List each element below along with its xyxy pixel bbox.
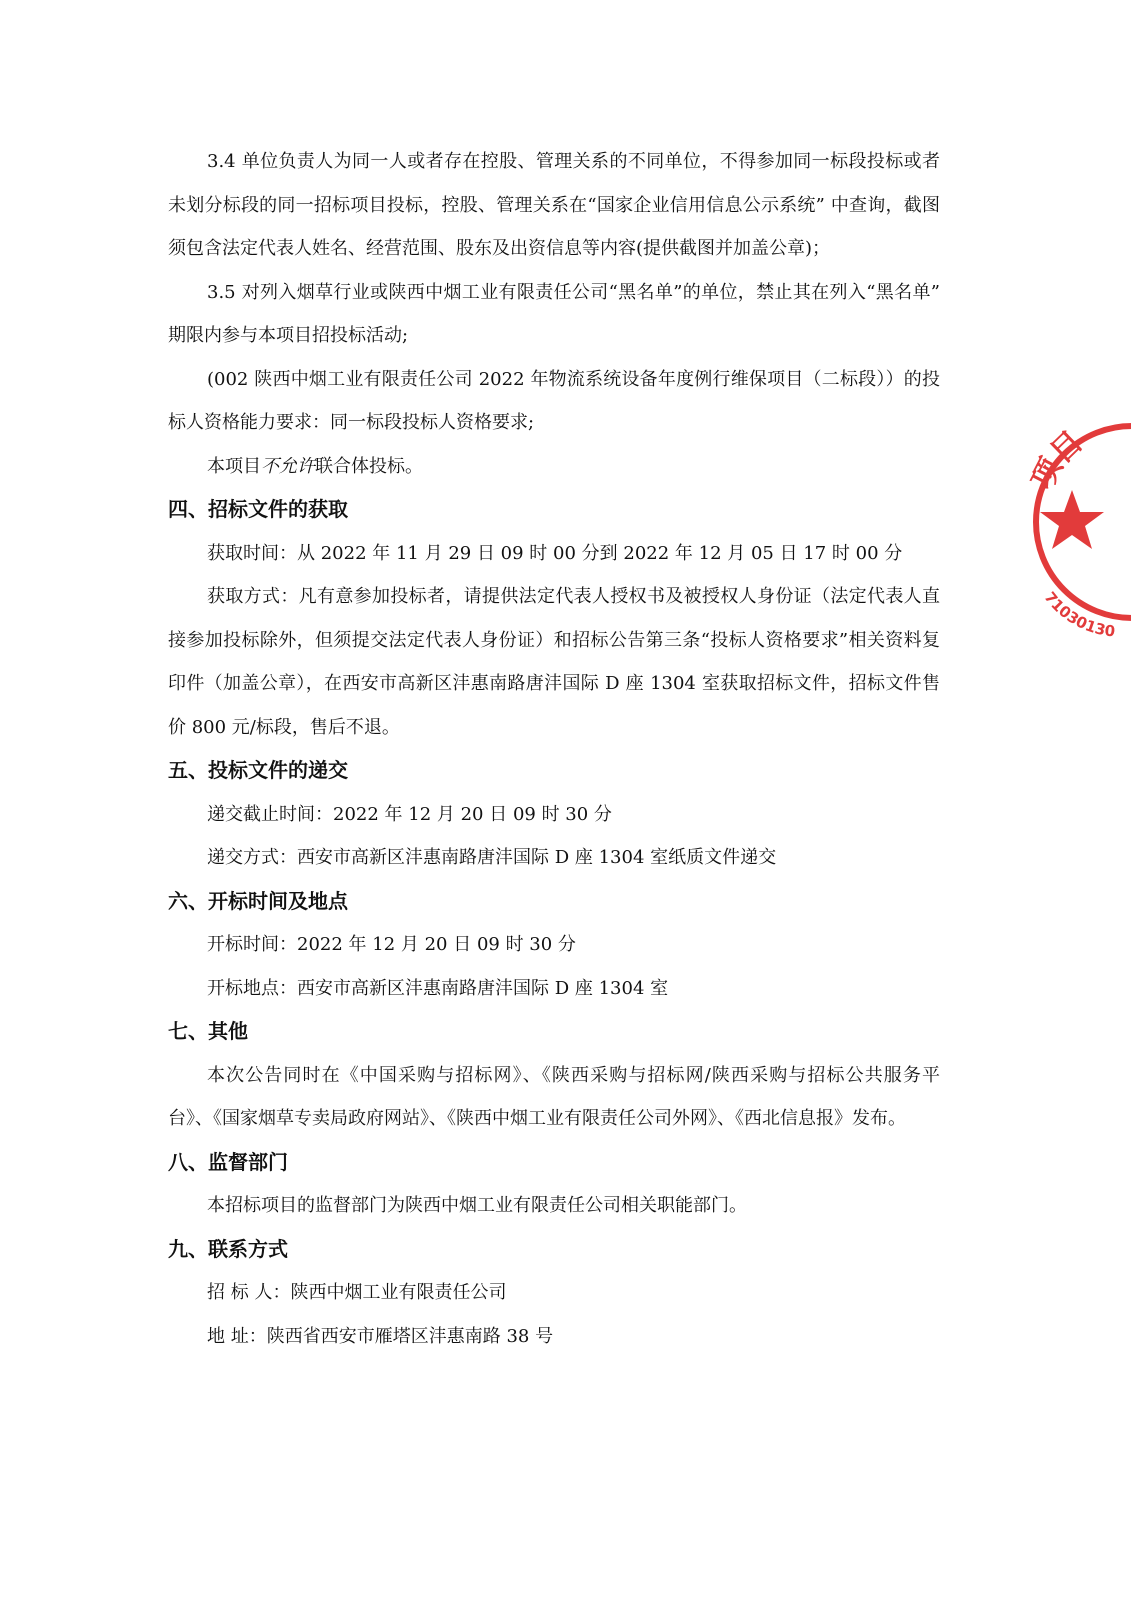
acquisition-method: 获取方式：凡有意参加投标者，请提供法定代表人授权书及被授权人身份证（法定代表人直接参加投标除外，但须提交法定代表人身份证）和招标公告第三条“投标人资格要求”相关资料复印件（加盖公章），在西安市高新区沣惠南路唐沣国际 D 座 1304 室获取招标文件，招标文件售价 800 元/标段，售后不退。: [168, 586, 940, 738]
section-4-title: 四、招标文件的获取: [168, 497, 348, 521]
seal-star-icon: [1040, 490, 1104, 549]
submission-deadline: 递交截止时间：2022 年 12 月 20 日 09 时 30 分: [207, 803, 612, 825]
seal-text-top: 项目: [1024, 424, 1090, 496]
seal-text-bottom: 71030130: [1040, 588, 1117, 641]
consortium-suffix: 联合体投标。: [315, 455, 423, 477]
publication-note: 本次公告同时在《中国采购与招标网》、《陕西采购与招标网/陕西采购与招标公共服务平台》、《国家烟草专卖局政府网站》、《陕西中烟工业有限责任公司外网》、《西北信息报》发布。: [168, 1064, 940, 1129]
consortium-emphasis: 不允许: [261, 455, 315, 477]
document-body: [168, 140, 940, 1358]
tenderer-line: 招 标 人：陕西中烟工业有限责任公司: [207, 1282, 507, 1303]
consortium-note: [168, 445, 940, 489]
section-8-title: 八、监督部门: [168, 1149, 288, 1174]
opening-time: 开标时间：2022 年 12 月 20 日 09 时 30 分: [207, 934, 576, 955]
opening-place: 开标地点：西安市高新区沣惠南路唐沣国际 D 座 1304 室: [207, 977, 669, 999]
submission-method: 递交方式：西安市高新区沣惠南路唐沣国际 D 座 1304 室纸质文件递交: [207, 847, 777, 868]
section-6-title: 六、开标时间及地点: [168, 888, 348, 913]
official-seal: [1024, 412, 1131, 641]
section-9-title: 九、联系方式: [168, 1236, 288, 1261]
lot-2-requirement: (002 陕西中烟工业有限责任公司 2022 年物流系统设备年度例行维保项目（二标段））的投标人资格能力要求：同一标段投标人资格要求;: [168, 368, 940, 433]
acquisition-time: 获取时间：从 2022 年 11 月 29 日 09 时 00 分到 2022 年 12 月 05 日 17 时 00 分: [207, 542, 903, 564]
section-5-title: 五、投标文件的递交: [168, 758, 348, 782]
clause-3-4: 3.4 单位负责人为同一人或者存在控股、管理关系的不同单位，不得参加同一标段投标或者 未划分标段的同一招标项目投标，控股、管理关系在“国家企业信用信息公示系统” 中查询，截图须包含法定代表人姓名、经营范围、股东及出资信息等内容(提供截图并加盖公章)；: [168, 151, 940, 259]
supervision-note: 本招标项目的监督部门为陕西中烟工业有限责任公司相关职能部门。: [207, 1195, 747, 1216]
consortium-prefix: 本项目: [207, 455, 261, 477]
clause-3-5: 3.5 对列入烟草行业或陕西中烟工业有限责任公司“黑名单”的单位，禁止其在列入“黑名单” 期限内参与本项目招投标活动;: [168, 281, 940, 346]
section-7-title: 七、其他: [168, 1019, 248, 1043]
address-line: 地 址：陕西省西安市雁塔区沣惠南路 38 号: [207, 1325, 554, 1347]
